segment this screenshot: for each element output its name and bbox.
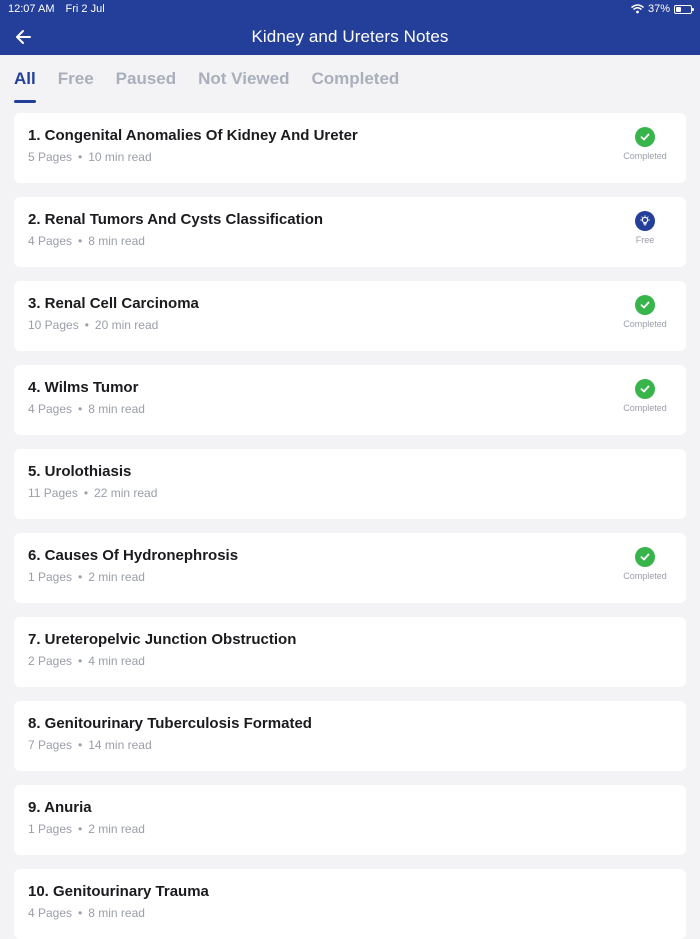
tab-paused[interactable]: Paused — [115, 69, 177, 88]
item-title: 2. Renal Tumors And Cysts Classification — [28, 211, 324, 228]
item-pages: 5 Pages — [28, 150, 73, 164]
item-meta: 2 Pages • 4 min read — [28, 654, 145, 668]
item-read-time: 2 min read — [88, 570, 145, 584]
item-read-time: 20 min read — [94, 318, 159, 332]
tab-not-viewed[interactable]: Not Viewed — [198, 69, 290, 88]
item-pages: 4 Pages — [28, 906, 73, 920]
item-pages: 4 Pages — [28, 402, 73, 416]
page-title: Kidney and Ureters Notes — [251, 26, 449, 46]
status-label: Completed — [623, 571, 667, 581]
item-meta: 11 Pages • 22 min read — [28, 486, 158, 500]
status-time: 12:07 AM — [8, 3, 55, 15]
item-meta: 5 Pages • 10 min read — [28, 150, 152, 164]
back-arrow-icon[interactable] — [12, 26, 34, 48]
item-meta: 4 Pages • 8 min read — [28, 906, 145, 920]
item-read-time: 2 min read — [88, 822, 145, 836]
list-item[interactable] — [14, 785, 686, 855]
item-title: 4. Wilms Tumor — [28, 379, 139, 396]
item-meta: 7 Pages • 14 min read — [28, 738, 152, 752]
battery-percent: 37% — [647, 3, 670, 15]
check-circle-icon — [635, 379, 655, 399]
item-title: 6. Causes Of Hydronephrosis — [28, 547, 239, 564]
item-read-time: 8 min read — [88, 234, 145, 248]
item-read-time: 8 min read — [88, 906, 145, 920]
item-title: 10. Genitourinary Trauma — [28, 883, 209, 900]
status-badge — [618, 127, 672, 161]
item-read-time: 10 min read — [88, 150, 152, 164]
list-item[interactable] — [14, 365, 686, 435]
list-item[interactable] — [14, 113, 686, 183]
wifi-icon — [631, 4, 644, 14]
list-item[interactable] — [14, 869, 686, 939]
tab-completed[interactable]: Completed — [311, 69, 400, 88]
status-label: Completed — [623, 151, 667, 161]
item-title: 5. Urolothiasis — [28, 463, 132, 480]
filter-tabs — [0, 55, 700, 103]
item-read-time: 14 min read — [88, 738, 152, 752]
item-title: 3. Renal Cell Carcinoma — [28, 295, 199, 312]
status-label: Free — [635, 235, 655, 245]
item-meta: 4 Pages • 8 min read — [28, 402, 145, 416]
item-title: 7. Ureteropelvic Junction Obstruction — [28, 631, 297, 648]
list-item[interactable] — [14, 281, 686, 351]
list-item[interactable] — [14, 701, 686, 771]
lightbulb-icon — [635, 211, 655, 231]
list-item[interactable] — [14, 617, 686, 687]
item-pages: 1 Pages — [28, 570, 73, 584]
list-item[interactable] — [14, 449, 686, 519]
item-title: 1. Congenital Anomalies Of Kidney And Ureter — [28, 127, 358, 144]
status-label: Completed — [623, 403, 667, 413]
status-badge — [618, 211, 672, 245]
item-read-time: 4 min read — [88, 654, 145, 668]
check-circle-icon — [635, 547, 655, 567]
item-meta: 4 Pages • 8 min read — [28, 234, 145, 248]
item-pages: 1 Pages — [28, 822, 73, 836]
navigation-bar — [0, 18, 700, 55]
battery-icon — [674, 5, 692, 14]
status-bar — [0, 0, 700, 18]
item-meta: 1 Pages • 2 min read — [28, 822, 145, 836]
item-meta: 10 Pages • 20 min read — [28, 318, 159, 332]
item-pages: 4 Pages — [28, 234, 73, 248]
item-title: 9. Anuria — [28, 799, 92, 816]
check-circle-icon — [635, 295, 655, 315]
tab-free[interactable]: Free — [57, 69, 94, 88]
status-label: Completed — [623, 319, 667, 329]
item-pages: 7 Pages — [28, 738, 73, 752]
app-header — [0, 0, 700, 55]
item-title: 8. Genitourinary Tuberculosis Formated — [28, 715, 312, 732]
item-read-time: 8 min read — [88, 402, 145, 416]
item-pages: 10 Pages — [28, 318, 79, 332]
list-item[interactable] — [14, 533, 686, 603]
item-read-time: 22 min read — [94, 486, 158, 500]
item-pages: 2 Pages — [28, 654, 73, 668]
list-item[interactable] — [14, 197, 686, 267]
status-badge — [618, 295, 672, 329]
tab-all[interactable]: All — [14, 61, 36, 97]
status-badge — [618, 547, 672, 581]
notes-list — [0, 103, 700, 939]
item-meta: 1 Pages • 2 min read — [28, 570, 145, 584]
item-pages: 11 Pages — [28, 486, 78, 500]
check-circle-icon — [635, 127, 655, 147]
status-badge — [618, 379, 672, 413]
status-date: Fri 2 Jul — [65, 3, 105, 15]
